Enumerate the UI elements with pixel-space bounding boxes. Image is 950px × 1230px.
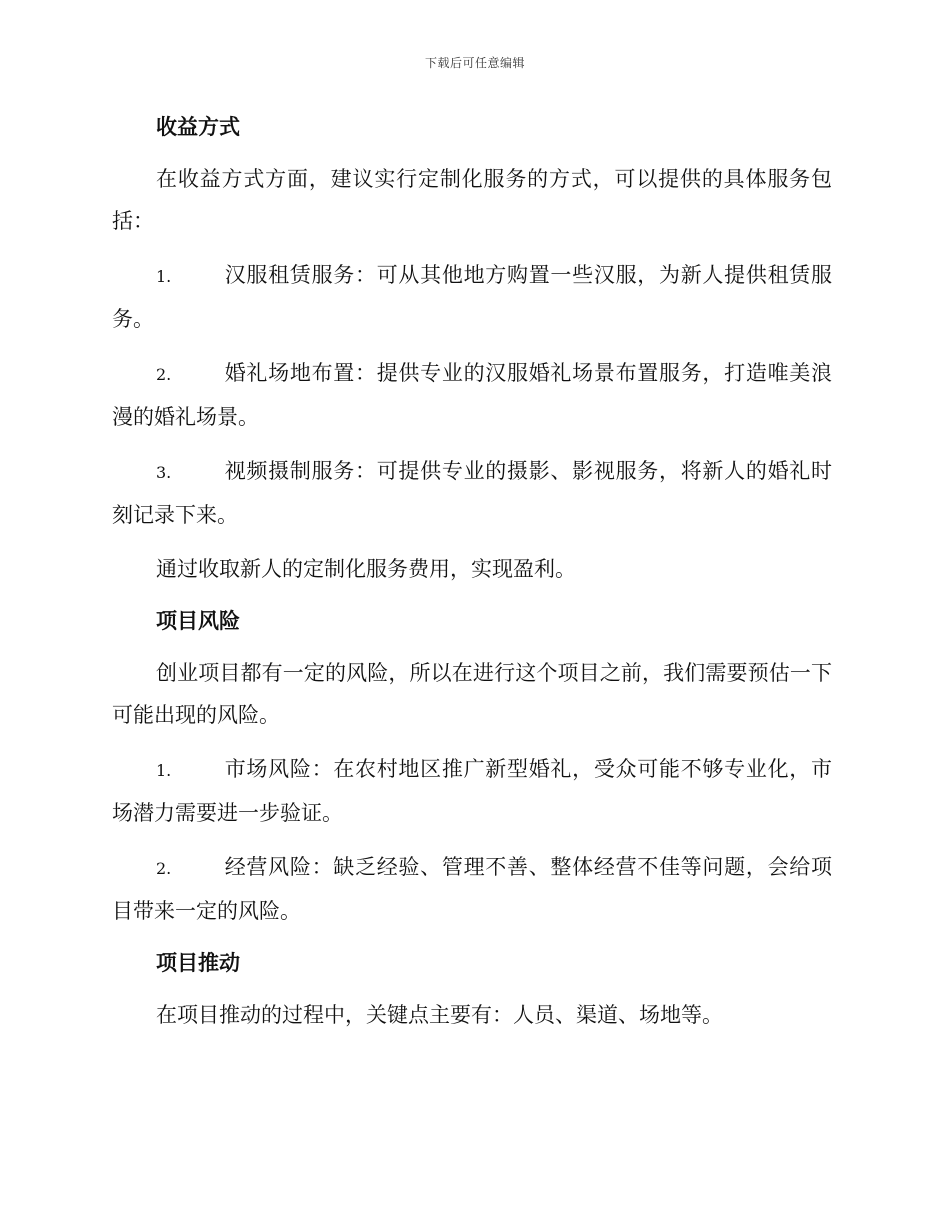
list-item-text: 市场风险：在农村地区推广新型婚礼，受众可能不够专业化，市场潜力需要进一步验证。: [112, 757, 832, 825]
section-heading-revenue: 收益方式: [156, 115, 240, 139]
list-item-text: 婚礼场地布置：提供专业的汉服婚礼场景布置服务，打造唯美浪漫的婚礼场景。: [112, 361, 832, 429]
header-note: 下载后可任意编辑: [424, 56, 525, 70]
list-item-text: 汉服租赁服务：可从其他地方购置一些汉服，为新人提供租赁服务。: [112, 263, 832, 331]
list-item-text: 经营风险：缺乏经验、管理不善、整体经营不佳等问题，会给项目带来一定的风险。: [112, 855, 832, 923]
list-item: [112, 748, 832, 834]
list-item-text: 视频摄制服务：可提供专业的摄影、影视服务，将新人的婚礼时刻记录下来。: [112, 459, 832, 527]
list-item-number: 2.: [156, 365, 172, 384]
paragraph-risk-intro: 创业项目都有一定的风险，所以在进行这个项目之前，我们需要预估一下可能出现的风险。: [112, 661, 832, 727]
list-item-number: 3.: [156, 463, 172, 482]
document-body: [112, 108, 832, 1048]
paragraph-revenue-outro: 通过收取新人的定制化服务费用，实现盈利。: [156, 557, 576, 581]
paragraph-revenue-intro: 在收益方式方面，建议实行定制化服务的方式，可以提供的具体服务包括：: [112, 167, 832, 233]
list-item-number: 1.: [156, 267, 172, 286]
list-item-number: 2.: [156, 859, 172, 878]
list-item: [112, 254, 832, 340]
section-heading-promotion: 项目推动: [156, 951, 240, 975]
list-item: [112, 450, 832, 536]
section-heading-risk: 项目风险: [156, 609, 240, 633]
list-item: [112, 352, 832, 438]
list-item-number: 1.: [156, 761, 172, 780]
paragraph-promotion-intro: 在项目推动的过程中，关键点主要有：人员、渠道、场地等。: [156, 1003, 723, 1027]
list-item: [112, 846, 832, 932]
